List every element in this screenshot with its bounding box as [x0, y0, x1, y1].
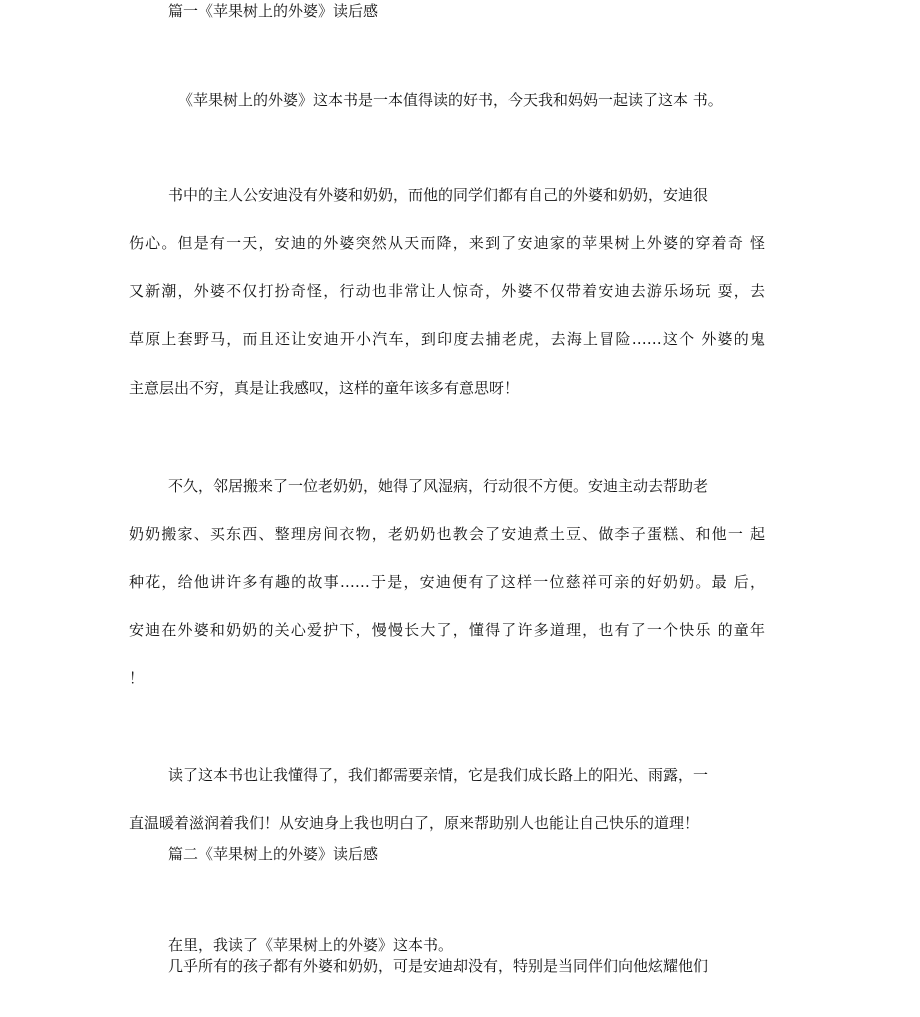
- para1-line-4: 草原上套野马，而且还让安迪开小汽车，到印度去捕老虎，去海上冒险……这个 外婆的鬼: [129, 330, 765, 348]
- section2-line-2: 几乎所有的孩子都有外婆和奶奶，可是安迪却没有，特别是当同伴们向他炫耀他们: [168, 957, 709, 975]
- para1-line-5: 主意层出不穷，真是让我感叹，这样的童年该多有意思呀！: [129, 379, 520, 397]
- para1-line-1: 书中的主人公安迪没有外婆和奶奶，而他的同学们都有自己的外婆和奶奶，安迪很: [168, 186, 709, 204]
- para2-line-3: 种花，给他讲许多有趣的故事……于是，安迪便有了这样一位慈祥可亲的好奶奶。最 后，: [129, 573, 765, 591]
- para1-line-2: 伤心。但是有一天，安迪的外婆突然从天而降，来到了安迪家的苹果树上外婆的穿着奇 怪: [129, 234, 765, 252]
- para3-line-1: 读了这本书也让我懂得了，我们都需要亲情，它是我们成长路上的阳光、雨露，一: [168, 766, 709, 784]
- section2-title: 篇二《苹果树上的外婆》读后感: [168, 845, 379, 863]
- para2-line-5: ！: [129, 669, 145, 687]
- para1-line-3: 又新潮，外婆不仅打扮奇怪，行动也非常让人惊奇，外婆不仅带着安迪去游乐场玩 耍，去: [129, 282, 765, 300]
- para2-line-1: 不久，邻居搬来了一位老奶奶，她得了风湿病，行动很不方便。安迪主动去帮助老: [168, 477, 709, 495]
- para2-line-4: 安迪在外婆和奶奶的关心爱护下，慢慢长大了，懂得了许多道理，也有了一个快乐 的童年: [129, 621, 765, 639]
- section1-intro: 《苹果树上的外婆》这本书是一本值得读的好书，今天我和妈妈一起读了这本 书。: [178, 91, 723, 109]
- section2-line-1: 在里，我读了《苹果树上的外婆》这本书。: [168, 936, 454, 954]
- para2-line-2: 奶奶搬家、买东西、整理房间衣物，老奶奶也教会了安迪煮土豆、做李子蛋糕、和他一 起: [129, 525, 765, 543]
- section1-title: 篇一《苹果树上的外婆》读后感: [168, 2, 379, 20]
- para3-line-2: 直温暖着滋润着我们！从安迪身上我也明白了，原来帮助别人也能让自己快乐的道理！: [129, 814, 700, 832]
